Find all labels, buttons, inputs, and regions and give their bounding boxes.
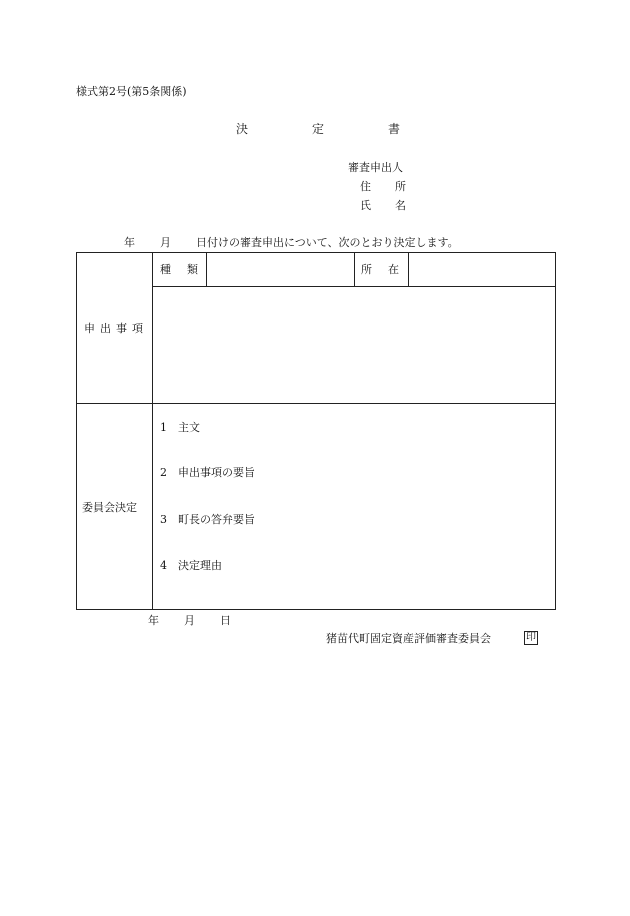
applicant-label: 審査申出人 [348, 161, 403, 174]
footer-day-label: 日 [220, 614, 231, 627]
footer-year-label: 年 [148, 614, 159, 627]
decision-section-label: 委員会決定 [82, 501, 137, 514]
table-divider-type-row [152, 286, 556, 287]
intro-month-label: 月 [160, 236, 171, 249]
form-number: 様式第2号(第5条関係) [76, 85, 187, 98]
decision-item-number: 2 [160, 466, 167, 479]
decision-item-number: 1 [160, 421, 167, 434]
request-section-label: 申出事項 [84, 322, 148, 335]
decision-item [160, 467, 255, 478]
committee-name: 猪苗代町固定資産評価審査委員会 [326, 632, 491, 645]
decision-item-label: 申出事項の要旨 [178, 466, 255, 479]
decision-item [160, 560, 222, 571]
decision-item-label: 主文 [178, 421, 200, 434]
document-title: 決定書 [236, 122, 465, 136]
decision-item-number: 4 [160, 559, 167, 572]
table-divider-location-start [354, 252, 355, 286]
table-divider-section [76, 403, 556, 404]
location-label: 所在 [361, 263, 415, 276]
decision-table [76, 252, 556, 610]
applicant-name-label: 氏名 [360, 199, 430, 212]
table-divider-vertical [152, 252, 153, 610]
applicant-address-label: 住所 [360, 180, 430, 193]
decision-item-label: 決定理由 [178, 559, 222, 572]
decision-item-label: 町長の答弁要旨 [178, 513, 255, 526]
seal-mark: 印 [526, 632, 536, 643]
type-label: 種類 [160, 263, 214, 276]
footer-month-label: 月 [184, 614, 195, 627]
decision-item [160, 422, 200, 433]
decision-item-number: 3 [160, 513, 167, 526]
decision-item [160, 514, 255, 525]
intro-year-label: 年 [124, 236, 135, 249]
intro-text: 日付けの審査申出について、次のとおり決定します。 [196, 236, 459, 249]
